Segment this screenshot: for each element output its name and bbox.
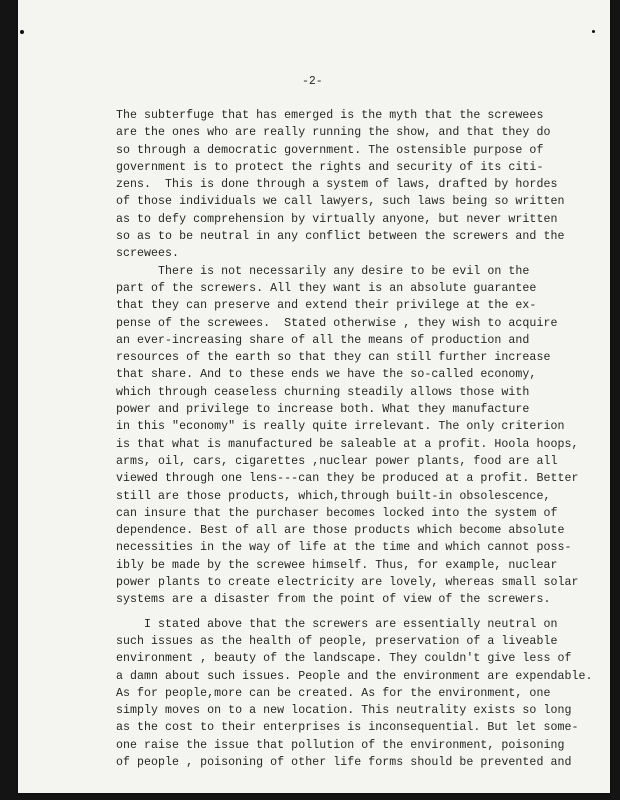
text-line: that they can preserve and extend their privilege at the ex- xyxy=(116,299,537,313)
text-line: one raise the issue that pollution of the environment, poisoning xyxy=(116,738,565,752)
paragraph-gap xyxy=(116,609,593,616)
text-line: resources of the earth so that they can still further increase xyxy=(116,351,551,365)
paragraph-3 xyxy=(116,616,593,772)
text-line: government is to protect the rights and security of its citi- xyxy=(116,160,544,174)
text-line: power plants to create electricity are lovely, whereas small solar xyxy=(116,576,579,590)
text-line: power and privilege to increase both. What they manufacture xyxy=(116,403,530,417)
text-line: As for people,more can be created. As for the environment, one xyxy=(116,686,551,700)
text-line: systems are a disaster from the point of view of the screwers. xyxy=(116,593,551,607)
paragraph-2 xyxy=(116,263,593,609)
body-text xyxy=(116,107,593,771)
text-line: so through a democratic government. The ostensible purpose of xyxy=(116,143,544,157)
text-line: such issues as the health of people, preservation of a liveable xyxy=(116,634,558,648)
text-line: as to defy comprehension by virtually anyone, but never written xyxy=(116,212,558,226)
text-line: is that what is manufactured be saleable at a profit. Hoola hoops, xyxy=(116,437,579,451)
text-line: as the cost to their enterprises is inconsequential. But let some- xyxy=(116,721,579,735)
text-line: I stated above that the screwers are essentially neutral on xyxy=(116,617,558,631)
text-line: dependence. Best of all are those products which become absolute xyxy=(116,524,565,538)
text-line: an ever-increasing share of all the means of production and xyxy=(116,333,530,347)
text-line: a damn about such issues. People and the environment are expendable. xyxy=(116,669,593,683)
text-line: of those individuals we call lawyers, such laws being so written xyxy=(116,195,565,209)
text-line: environment , beauty of the landscape. They couldn't give less of xyxy=(116,652,572,666)
scan-speck xyxy=(20,30,24,34)
text-line: are the ones who are really running the show, and that they do xyxy=(116,126,551,140)
text-line: that share. And to these ends we have the so-called economy, xyxy=(116,368,537,382)
text-line: in this "economy" is really quite irrelevant. The only criterion xyxy=(116,420,565,434)
text-line: part of the screwers. All they want is an absolute guarantee xyxy=(116,281,537,295)
text-line: zens. This is done through a system of laws, drafted by hordes xyxy=(116,178,558,192)
document-page xyxy=(18,0,610,793)
text-line: can insure that the purchaser becomes locked into the system of xyxy=(116,506,558,520)
text-line: of people , poisoning of other life forms should be prevented and xyxy=(116,755,572,769)
paragraph-1 xyxy=(116,107,593,263)
text-line: screwees. xyxy=(116,247,180,261)
scan-speck xyxy=(592,30,595,33)
text-line: necessities in the way of life at the time and which cannot poss- xyxy=(116,541,572,555)
page-number: -2- xyxy=(302,75,323,88)
text-line: simply moves on to a new location. This neutrality exists so long xyxy=(116,704,572,718)
text-line: arms, oil, cars, cigarettes ,nuclear power plants, food are all xyxy=(116,454,558,468)
text-line: ibly be made by the screwee himself. Thus, for example, nuclear xyxy=(116,558,558,572)
text-line: still are those products, which,through built-in obsolescence, xyxy=(116,489,551,503)
text-line: The subterfuge that has emerged is the myth that the screwees xyxy=(116,109,544,122)
text-line: pense of the screwees. Stated otherwise , they wish to acquire xyxy=(116,316,558,330)
text-line: There is not necessarily any desire to be evil on the xyxy=(116,264,530,278)
text-line: so as to be neutral in any conflict between the screwers and the xyxy=(116,230,565,244)
text-line: viewed through one lens---can they be produced at a profit. Better xyxy=(116,472,579,486)
text-line: which through ceaseless churning steadily allows those with xyxy=(116,385,530,399)
